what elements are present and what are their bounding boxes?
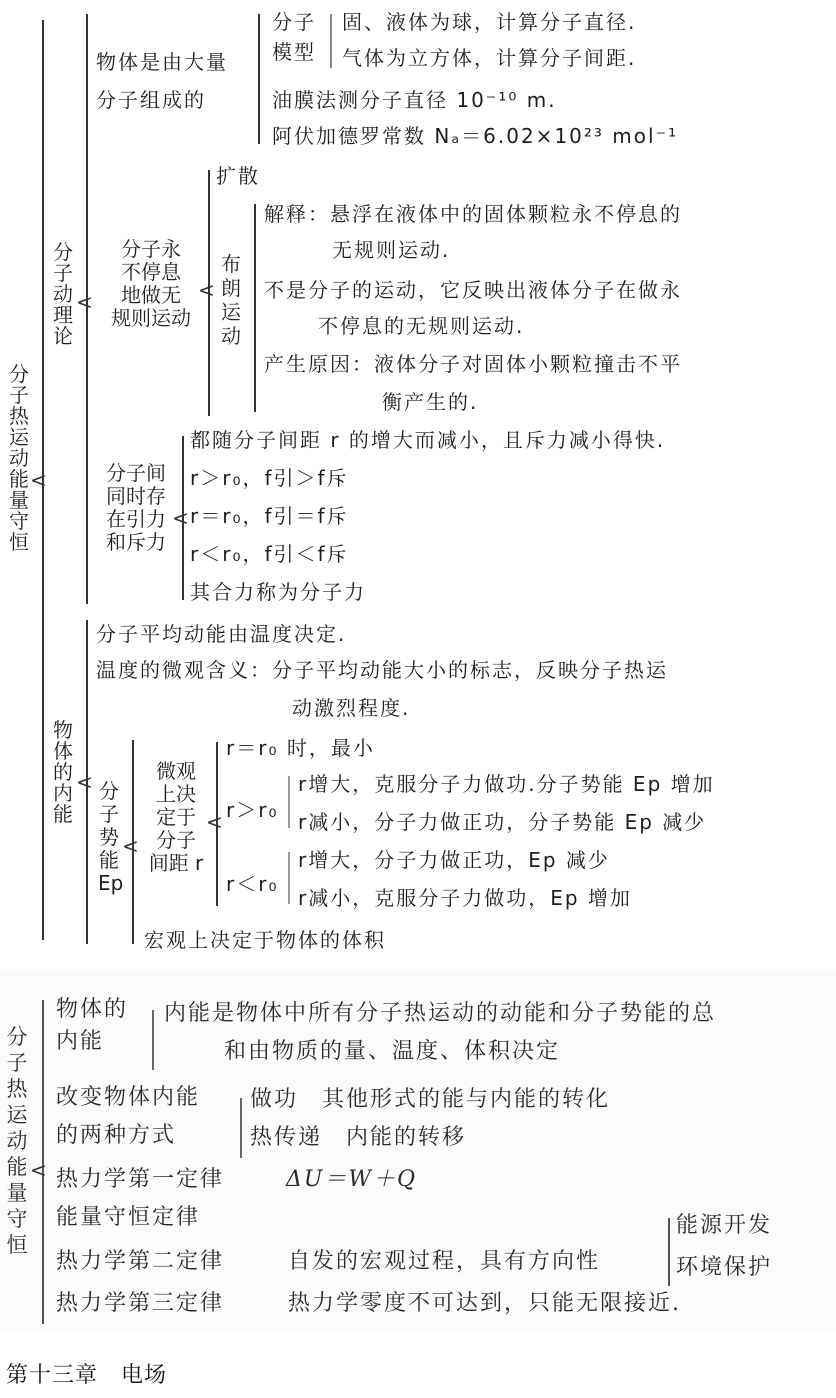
composition-bracket bbox=[258, 14, 260, 144]
macro-volume: 宏观上决定于物体的体积 bbox=[144, 928, 386, 952]
model-bracket bbox=[330, 14, 332, 68]
potential-bracket-nub: < bbox=[122, 834, 139, 858]
force-item-2: r＞r₀，f引＞f斥 bbox=[190, 466, 349, 490]
second-law-detail: 自发的宏观过程，具有方向性 bbox=[288, 1249, 601, 1274]
row2-label-line2: 的两种方式 bbox=[56, 1123, 177, 1148]
row1-detail-1: 内能是物体中所有分子热运动的动能和分子势能的总 bbox=[164, 1001, 717, 1026]
micro-label bbox=[140, 760, 212, 875]
micro-label-line5: 间距 r bbox=[148, 851, 204, 875]
gt-bracket bbox=[288, 776, 290, 828]
kinetic-theory-bracket-nub: < bbox=[76, 290, 93, 314]
brownian-item-6: 衡产生的. bbox=[382, 390, 479, 414]
oil-film-method: 油膜法测分子直径 10⁻¹⁰ m. bbox=[272, 88, 557, 112]
internal-energy-bracket-nub: < bbox=[76, 770, 93, 794]
diffusion: 扩散 bbox=[216, 164, 260, 188]
brownian-item-3: 不是分子的运动，它反映出液体分子在做永 bbox=[264, 278, 682, 302]
row1-label-line2: 内能 bbox=[56, 1029, 105, 1054]
model-label-line1: 分子 bbox=[272, 10, 316, 34]
applications-bracket bbox=[664, 1218, 670, 1286]
micro-label-line1: 微观 bbox=[156, 759, 196, 783]
forces-label-line3: 在引力 bbox=[106, 507, 166, 531]
r-eq-r0: r＝r₀ 时，最小 bbox=[226, 736, 375, 760]
force-item-5: 其合力称为分子力 bbox=[190, 580, 366, 604]
brownian-bracket bbox=[254, 204, 256, 412]
third-law-detail: 热力学零度不可达到，只能无限接近. bbox=[288, 1291, 681, 1316]
r-lt-r0-label: r＜r₀ bbox=[226, 872, 279, 896]
lt-item-1: r增大，分子力做正功，Ep 减少 bbox=[298, 848, 610, 872]
forces-label-line2: 同时存 bbox=[106, 484, 166, 508]
row5-label: 热力学第二定律 bbox=[56, 1249, 225, 1274]
row2-detail-2: 热传递 内能的转移 bbox=[250, 1125, 467, 1150]
row1-label-line1: 物体的 bbox=[56, 997, 129, 1022]
kinetic-theory-label: 分子动理论 bbox=[53, 240, 73, 348]
internal-energy-label: 物体的内能 bbox=[53, 718, 73, 826]
gt-item-2: r减小，分子力做正功，分子势能 Ep 减少 bbox=[298, 810, 707, 834]
motion-label-line3: 地做无 bbox=[121, 283, 181, 307]
micro-label-line3: 定于 bbox=[156, 805, 196, 829]
row2-detail-1: 做功 其他形式的能与内能的转化 bbox=[250, 1087, 611, 1112]
application-environment: 环境保护 bbox=[676, 1255, 773, 1280]
first-law-formula: ΔU＝W＋Q bbox=[286, 1167, 418, 1192]
micro-label-line2: 上决 bbox=[156, 782, 196, 806]
composition-label-line1: 物体是由大量 bbox=[96, 50, 228, 74]
motion-label-line2: 不停息 bbox=[121, 260, 181, 284]
root-bracket-nub: < bbox=[30, 468, 47, 492]
brownian-item-2: 无规则运动. bbox=[332, 238, 451, 262]
potential-energy-label: 分子势能Ep bbox=[98, 779, 124, 895]
lt-item-2: r减小，克服分子力做功，Ep 增加 bbox=[298, 886, 632, 910]
motion-label bbox=[96, 238, 206, 330]
gt-item-1: r增大，克服分子力做功.分子势能 Ep 增加 bbox=[298, 772, 715, 796]
avogadro-constant: 阿伏加德罗常数 Nₐ＝6.02×10²³ mol⁻¹ bbox=[272, 124, 679, 148]
row1-detail-2: 和由物质的量、温度、体积决定 bbox=[224, 1039, 561, 1064]
forces-label bbox=[96, 462, 176, 554]
internal-energy-item-3: 动激烈程度. bbox=[292, 696, 411, 720]
application-energy: 能源开发 bbox=[676, 1213, 773, 1238]
brownian-item-1: 解释：悬浮在液体中的固体颗粒永不停息的 bbox=[264, 202, 682, 226]
forces-bracket-nub: < bbox=[172, 506, 189, 530]
brownian-label: 布朗运动 bbox=[221, 252, 241, 348]
force-item-3: r＝r₀，f引＝f斥 bbox=[190, 504, 349, 528]
row4-label: 能量守恒定律 bbox=[56, 1205, 201, 1230]
row2-bracket bbox=[240, 1098, 242, 1158]
root-label: 分子热运动能量守恒 bbox=[9, 362, 29, 554]
model-item-sphere: 固、液体为球，计算分子直径. bbox=[342, 10, 637, 34]
motion-label-line4: 规则运动 bbox=[111, 306, 191, 330]
force-item-4: r＜r₀，f引＜f斥 bbox=[190, 542, 349, 566]
internal-energy-item-2: 温度的微观含义：分子平均动能大小的标志，反映分子热运 bbox=[96, 658, 668, 682]
model-label-line2: 模型 bbox=[272, 40, 316, 64]
composition-label-line2: 分子组成的 bbox=[96, 88, 206, 112]
row1-bracket bbox=[152, 1010, 154, 1070]
brownian-item-4: 不停息的无规则运动. bbox=[318, 314, 525, 338]
internal-energy-item-1: 分子平均动能由温度决定. bbox=[96, 622, 347, 646]
micro-label-line4: 分子 bbox=[156, 828, 196, 852]
motion-label-line1: 分子永 bbox=[121, 237, 181, 261]
force-item-1: 都随分子间距 r 的增大而减小，且斥力减小得快. bbox=[190, 428, 666, 452]
micro-bracket-nub: < bbox=[206, 810, 223, 834]
section2-root-bracket-nub: < bbox=[30, 1158, 47, 1182]
lt-bracket bbox=[288, 852, 290, 904]
section2-root-label: 分子热运动能量守恒 bbox=[6, 1025, 28, 1257]
chapter-heading: 第十三章 电场 bbox=[6, 1363, 168, 1388]
r-gt-r0-label: r＞r₀ bbox=[226, 798, 279, 822]
forces-label-line4: 和斥力 bbox=[106, 530, 166, 554]
motion-bracket-nub: < bbox=[198, 278, 215, 302]
brownian-item-5: 产生原因：液体分子对固体小颗粒撞击不平 bbox=[264, 352, 682, 376]
row6-label: 热力学第三定律 bbox=[56, 1291, 225, 1316]
row3-label: 热力学第一定律 bbox=[56, 1167, 225, 1192]
model-item-cube: 气体为立方体，计算分子间距. bbox=[342, 46, 637, 70]
row2-label-line1: 改变物体内能 bbox=[56, 1085, 201, 1110]
forces-label-line1: 分子间 bbox=[106, 461, 166, 485]
